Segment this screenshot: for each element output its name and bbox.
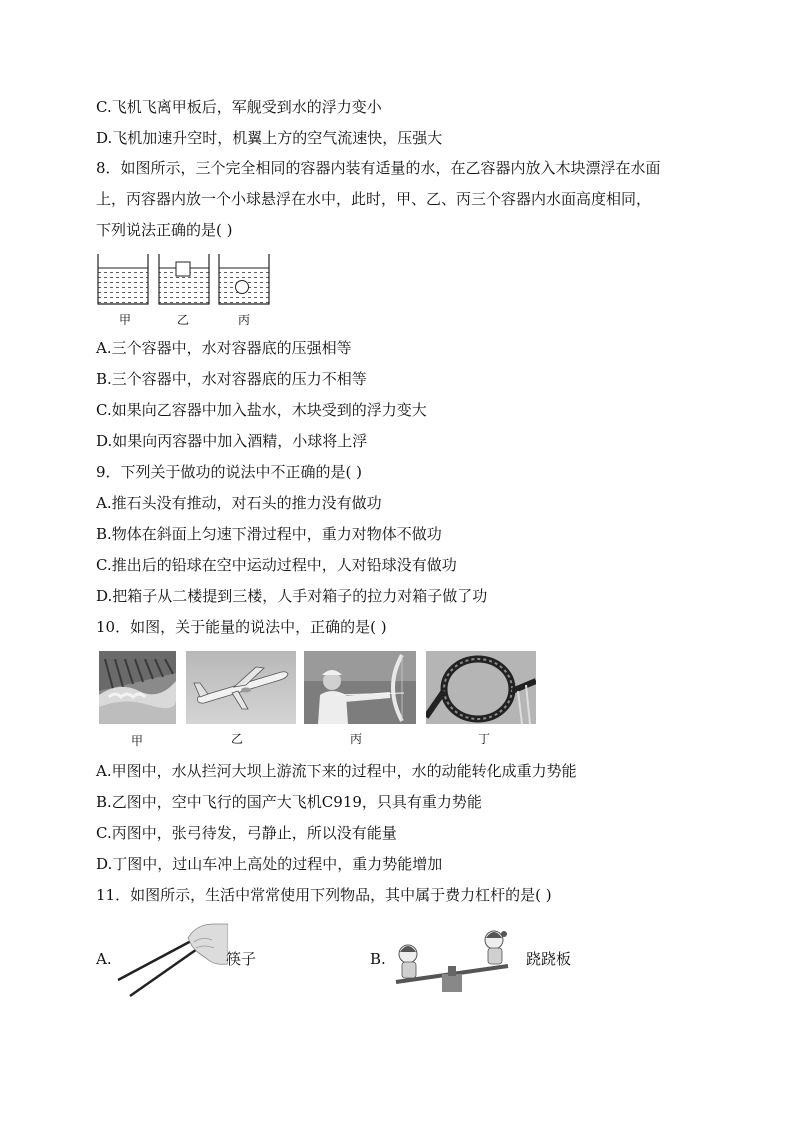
- question-8-stem-line3: 下列说法正确的是( ): [96, 221, 233, 239]
- container-bing: [219, 254, 269, 304]
- q8-option-c: C.如果向乙容器中加入盐水，木块受到的浮力变大: [96, 401, 427, 419]
- q8-option-b: B.三个容器中，水对容器底的压力不相等: [96, 370, 367, 388]
- q9-option-a: A.推石头没有推动，对石头的推力没有做功: [96, 494, 382, 512]
- chopsticks-hand-illustration: [116, 918, 228, 998]
- q10-caption-jia: 甲: [131, 734, 144, 748]
- q8-option-a: A.三个容器中，水对容器底的压强相等: [96, 339, 352, 357]
- seesaw-illustration: [390, 922, 520, 994]
- dam-photo: [99, 651, 176, 724]
- option-d-previous: D.飞机加速升空时，机翼上方的空气流速快，压强大: [96, 129, 443, 147]
- archer-photo: [304, 651, 416, 724]
- q10-option-b: B.乙图中，空中飞行的国产大飞机C919，只具有重力势能: [96, 793, 482, 811]
- q8-caption-yi: 乙: [177, 313, 190, 327]
- q10-caption-bing: 丙: [350, 732, 363, 746]
- q11-option-b-letter: B.: [370, 950, 386, 968]
- q9-option-b: B.物体在斜面上匀速下滑过程中，重力对物体不做功: [96, 525, 442, 543]
- q10-caption-ding: 丁: [478, 732, 491, 746]
- q8-containers-figure: [92, 250, 282, 310]
- question-8-stem-line2: 上，丙容器内放一个小球悬浮在水中，此时，甲、乙、丙三个容器内水面高度相同，: [96, 190, 652, 208]
- question-10-stem: 10．如图，关于能量的说法中，正确的是( ): [96, 618, 387, 636]
- q10-option-d: D.丁图中，过山车冲上高处的过程中，重力势能增加: [96, 855, 443, 873]
- q10-option-c: C.丙图中，张弓待发，弓静止，所以没有能量: [96, 824, 397, 842]
- q9-option-c: C.推出后的铅球在空中运动过程中，人对铅球没有做功: [96, 556, 457, 574]
- q8-caption-jia: 甲: [119, 313, 132, 327]
- q11-option-a-label: 筷子: [226, 950, 257, 968]
- container-jia: [98, 254, 148, 304]
- airplane-photo: [186, 651, 296, 724]
- option-c-previous: C.飞机飞离甲板后，军舰受到水的浮力变小: [96, 98, 382, 116]
- q8-caption-bing: 丙: [238, 313, 251, 327]
- q11-option-a-letter: A.: [96, 950, 112, 968]
- floating-wood-block: [176, 262, 190, 276]
- question-8-stem-line1: 8．如图所示，三个完全相同的容器内装有适量的水，在乙容器内放入木块漂浮在水面: [96, 159, 661, 177]
- question-9-stem: 9．下列关于做功的说法中不正确的是( ): [96, 463, 363, 481]
- q11-option-b-label: 跷跷板: [526, 950, 572, 968]
- question-11-stem: 11．如图所示，生活中常常使用下列物品，其中属于费力杠杆的是( ): [96, 886, 552, 904]
- roller-coaster-photo: [426, 651, 536, 724]
- q8-option-d: D.如果向丙容器中加入酒精，小球将上浮: [96, 432, 368, 450]
- q10-caption-yi: 乙: [231, 732, 244, 746]
- q10-option-a: A.甲图中，水从拦河大坝上游流下来的过程中，水的动能转化成重力势能: [96, 762, 577, 780]
- suspended-ball: [236, 281, 249, 294]
- q9-option-d: D.把箱子从二楼提到三楼，人手对箱子的拉力对箱子做了功: [96, 587, 488, 605]
- container-yi: [159, 254, 209, 304]
